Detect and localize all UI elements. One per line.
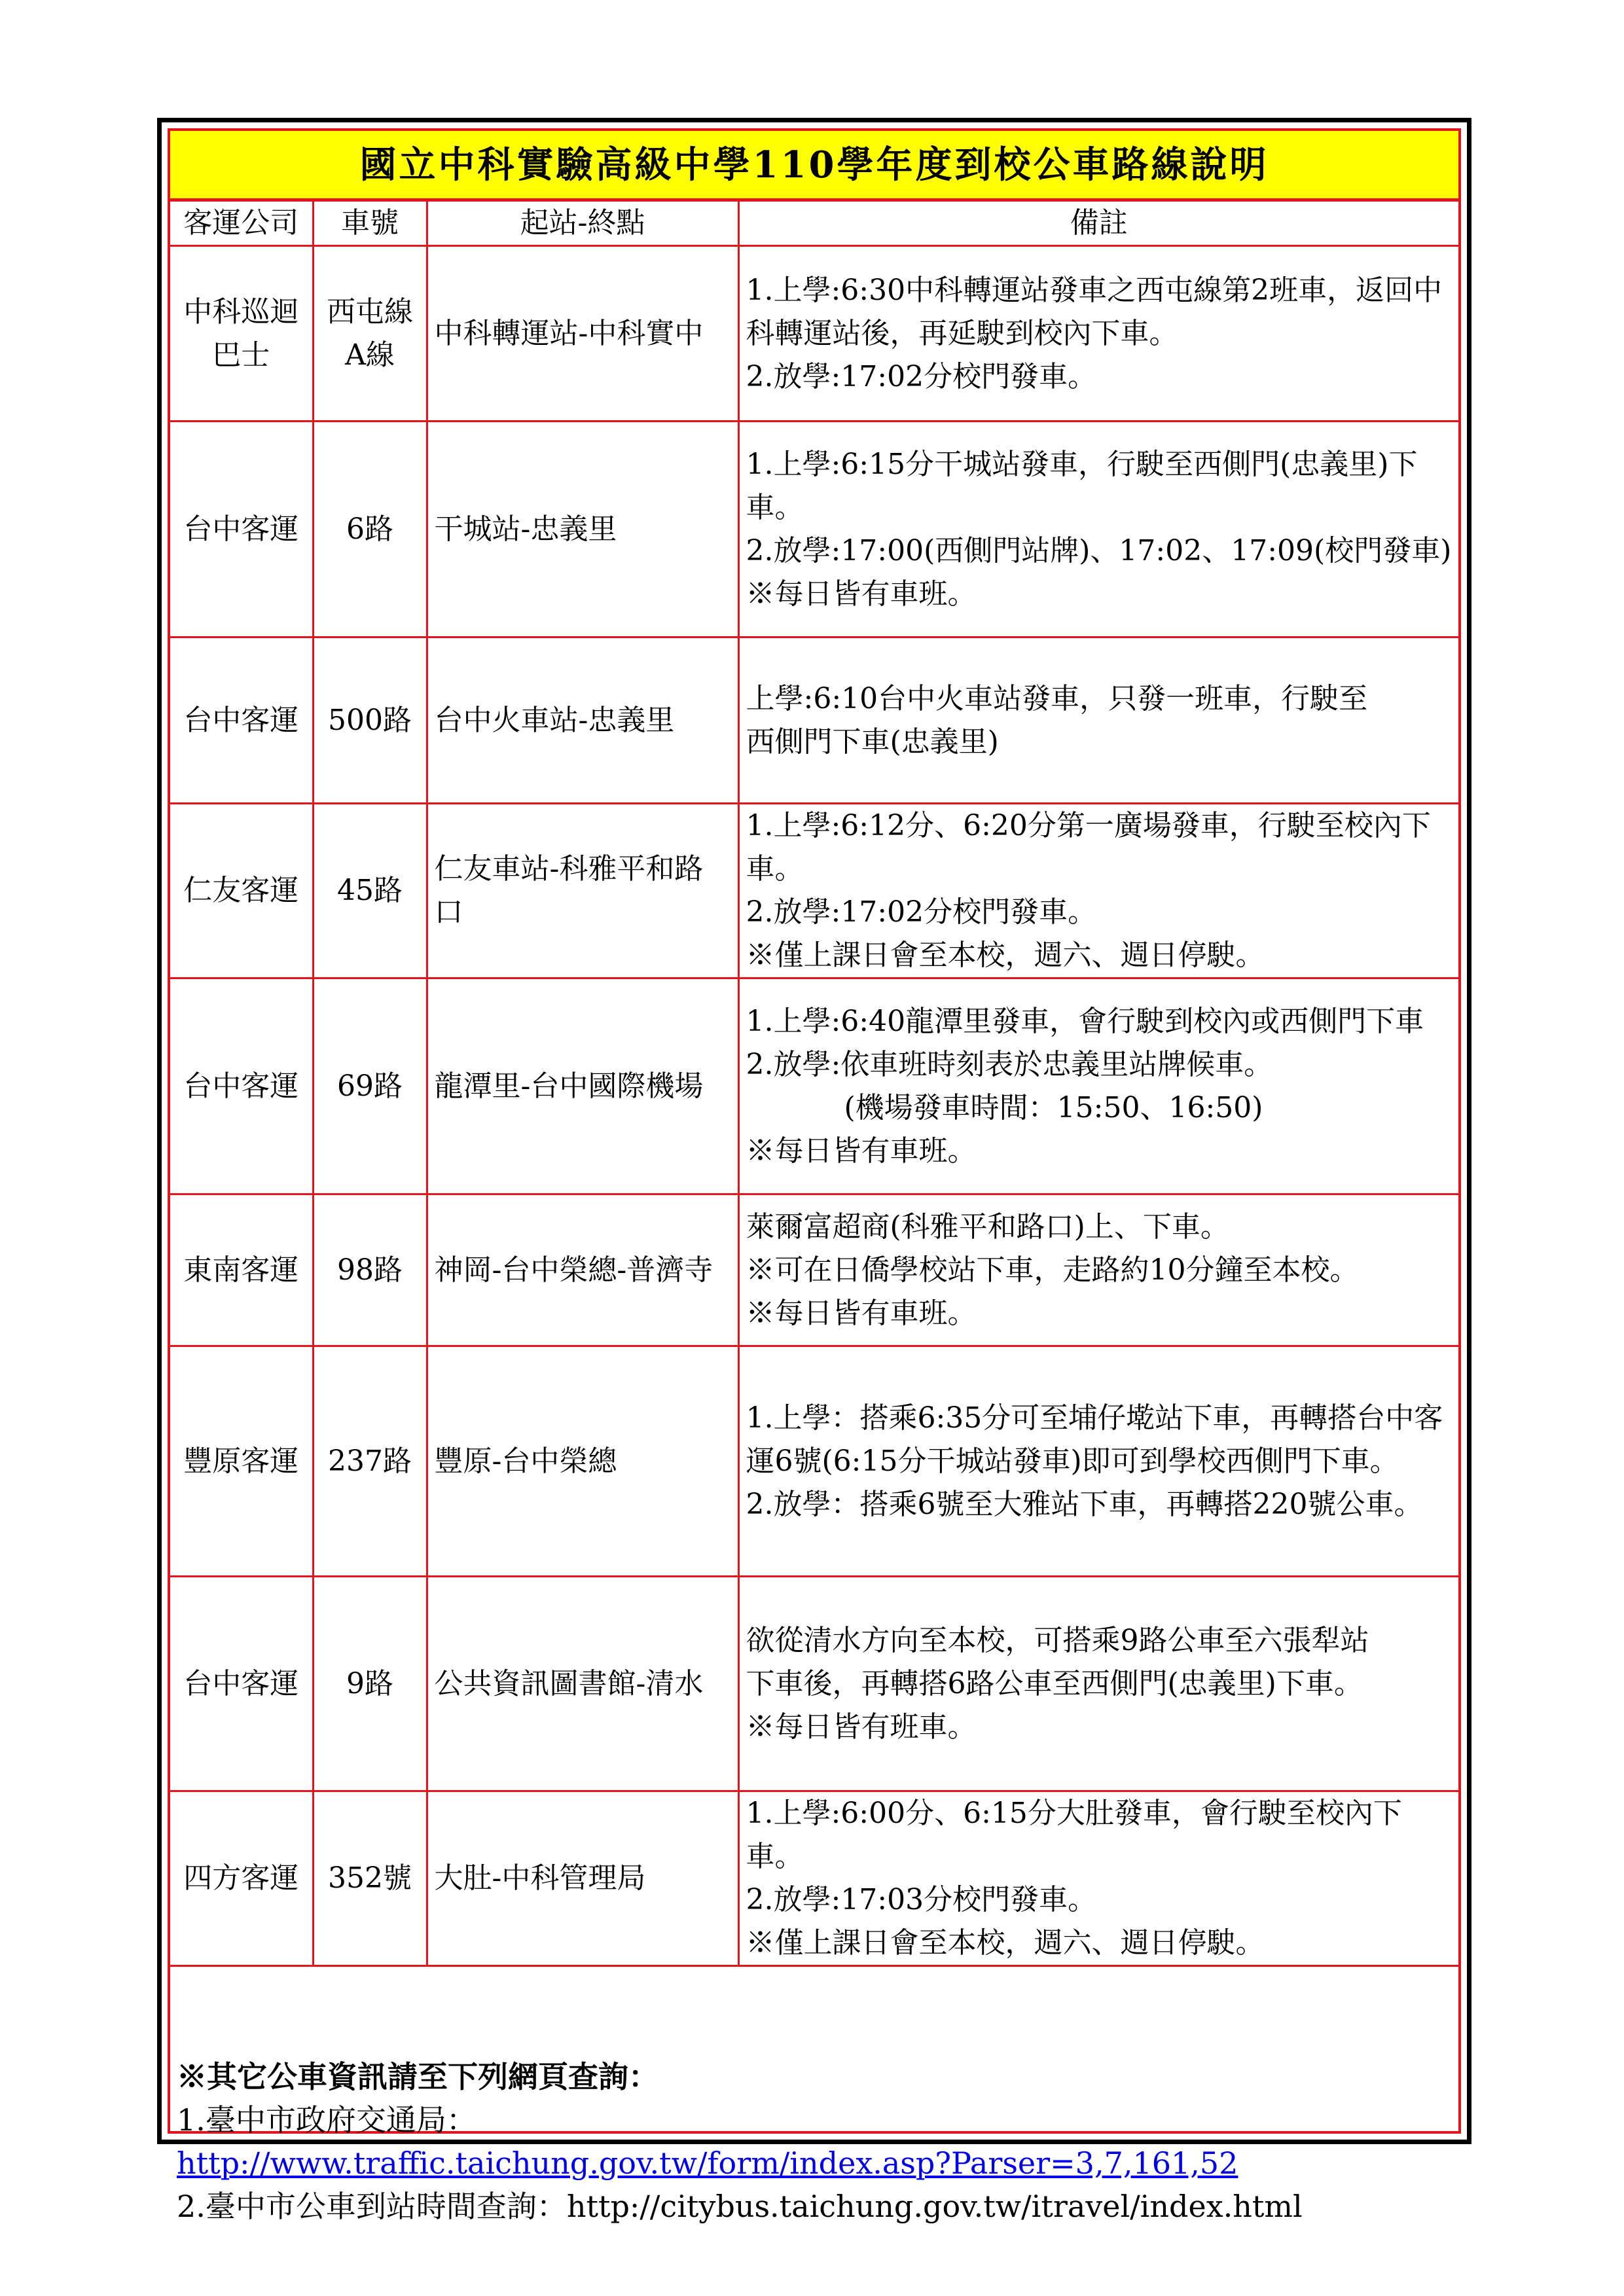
note-line: 1.上學:6:15分干城站發車，行駛至西側門(忠義里)下車。: [746, 447, 1418, 524]
note-line: ※每日皆有車班。: [746, 1296, 977, 1330]
header-notes: 備註: [738, 202, 1458, 246]
company-cell: 台中客運: [170, 978, 313, 1194]
bus-number-cell: 45路: [313, 804, 427, 978]
bus-number-cell: 500路: [313, 637, 427, 804]
note-line: 上學:6:10台中火車站發車，只發一班車，行駛至: [746, 681, 1368, 715]
note-line: 2.放學:17:03分校門發車。: [746, 1883, 1097, 1916]
route-cell: 龍潭里-台中國際機場: [427, 978, 738, 1194]
table-row: [170, 1194, 1458, 1346]
note-line: 1.上學:6:00分、6:15分大肚發車，會行駛至校內下車。: [746, 1797, 1402, 1873]
note-line: 下車後，再轉搭6路公車至西側門(忠義里)下車。: [746, 1666, 1363, 1700]
bus-number-cell: 98路: [313, 1194, 427, 1346]
table-row: [170, 978, 1458, 1194]
company-cell: 台中客運: [170, 637, 313, 804]
note-line: 1.上學:6:12分、6:20分第一廣場發車，行駛至校內下車。: [746, 809, 1431, 886]
bus-number-cell: 6路: [313, 422, 427, 637]
note-line: ※僅上課日會至本校，週六、週日停駛。: [746, 1926, 1265, 1960]
note-line: 萊爾富超商(科雅平和路口)上、下車。: [746, 1210, 1229, 1244]
footer-item-1-label: 1.臺中市政府交通局：: [177, 2102, 477, 2138]
company-cell: 仁友客運: [170, 804, 313, 978]
route-cell: 豐原-台中榮總: [427, 1346, 738, 1577]
note-line: 2.放學:17:00(西側門站牌)、17:02、17:09(校門發車): [746, 533, 1452, 567]
header-company: 客運公司: [170, 202, 313, 246]
company-cell: 台中客運: [170, 1577, 313, 1791]
note-line: 西側門下車(忠義里): [746, 725, 999, 759]
footer-heading: ※其它公車資訊請至下列網頁查詢：: [177, 2059, 659, 2094]
notes-cell: [738, 978, 1458, 1194]
route-cell: 台中火車站-忠義里: [427, 637, 738, 804]
notes-cell: [738, 246, 1458, 422]
note-line: 2.放學:17:02分校門發車。: [746, 895, 1097, 929]
bus-number-cell: 237路: [313, 1346, 427, 1577]
company-cell: 豐原客運: [170, 1346, 313, 1577]
footer-item-2: 2.臺中市公車到站時間查詢：http://citybus.taichung.gov.tw/itravel/index.html: [177, 2189, 1303, 2224]
route-cell: 公共資訊圖書館-清水: [427, 1577, 738, 1791]
notes-cell: [738, 422, 1458, 637]
notes-cell: [738, 1194, 1458, 1346]
header-bus-number: 車號: [313, 202, 427, 246]
note-line: ※每日皆有車班。: [746, 1134, 977, 1168]
footer-info: [177, 2055, 1452, 2228]
table-row: [170, 1791, 1458, 1966]
company-cell: 四方客運: [170, 1791, 313, 1966]
header-route: 起站-終點: [427, 202, 738, 246]
bus-number-cell: 69路: [313, 978, 427, 1194]
route-cell: 仁友車站-科雅平和路口: [427, 804, 738, 978]
bus-number-cell: 9路: [313, 1577, 427, 1791]
note-line: (機場發車時間：15:50、16:50): [844, 1090, 1263, 1124]
page-frame: [157, 118, 1471, 2224]
note-line: 1.上學:6:40龍潭里發車，會行駛到校內或西側門下車: [746, 1004, 1424, 1038]
table-row: [170, 804, 1458, 978]
table-row: [170, 422, 1458, 637]
inner-red-frame: [168, 128, 1461, 2224]
route-cell: 大肚-中科管理局: [427, 1791, 738, 1966]
route-cell: 中科轉運站-中科實中: [427, 246, 738, 422]
company-cell: 東南客運: [170, 1194, 313, 1346]
table-row: [170, 1346, 1458, 1577]
route-cell: 干城站-忠義里: [427, 422, 738, 637]
table-row: [170, 1577, 1458, 1791]
note-line: 1.上學：搭乘6:35分可至埔仔墘站下車，再轉搭台中客運6號(6:15分干城站發車)即可到學校西側門下車。: [746, 1401, 1443, 1478]
note-line: 2.放學:17:02分校門發車。: [746, 359, 1097, 393]
table-row: [170, 246, 1458, 422]
note-line: ※可在日僑學校站下車，走路約10分鐘至本校。: [746, 1253, 1359, 1287]
notes-cell: [738, 1791, 1458, 1966]
notes-cell: [738, 1577, 1458, 1791]
company-cell: 台中客運: [170, 422, 313, 637]
note-line: 欲從清水方向至本校，可搭乘9路公車至六張犁站: [746, 1623, 1369, 1657]
bus-number-cell: 西屯線A線: [313, 246, 427, 422]
notes-cell: [738, 637, 1458, 804]
note-line: ※每日皆有車班。: [746, 577, 977, 611]
company-cell: 中科巡迴巴士: [170, 246, 313, 422]
page-title: 國立中科實驗高級中學110學年度到校公車路線說明: [170, 131, 1458, 202]
notes-cell: [738, 1346, 1458, 1577]
traffic-bureau-link[interactable]: http://www.traffic.taichung.gov.tw/form/index.asp?Parser=3,7,161,52: [177, 2145, 1238, 2181]
table-row: [170, 637, 1458, 804]
note-line: 1.上學:6:30中科轉運站發車之西屯線第2班車，返回中科轉運站後，再延駛到校內下車。: [746, 273, 1443, 350]
note-line: 2.放學:依車班時刻表於忠義里站牌候車。: [746, 1047, 1273, 1081]
route-cell: 神岡-台中榮總-普濟寺: [427, 1194, 738, 1346]
note-line: ※僅上課日會至本校，週六、週日停駛。: [746, 939, 1265, 972]
note-line: 2.放學：搭乘6號至大雅站下車，再轉搭220號公車。: [746, 1487, 1423, 1521]
note-line: ※每日皆有班車。: [746, 1710, 977, 1744]
bus-number-cell: 352號: [313, 1791, 427, 1966]
table-header-row: [170, 202, 1458, 246]
bus-route-table: [170, 202, 1458, 1967]
notes-cell: [738, 804, 1458, 978]
